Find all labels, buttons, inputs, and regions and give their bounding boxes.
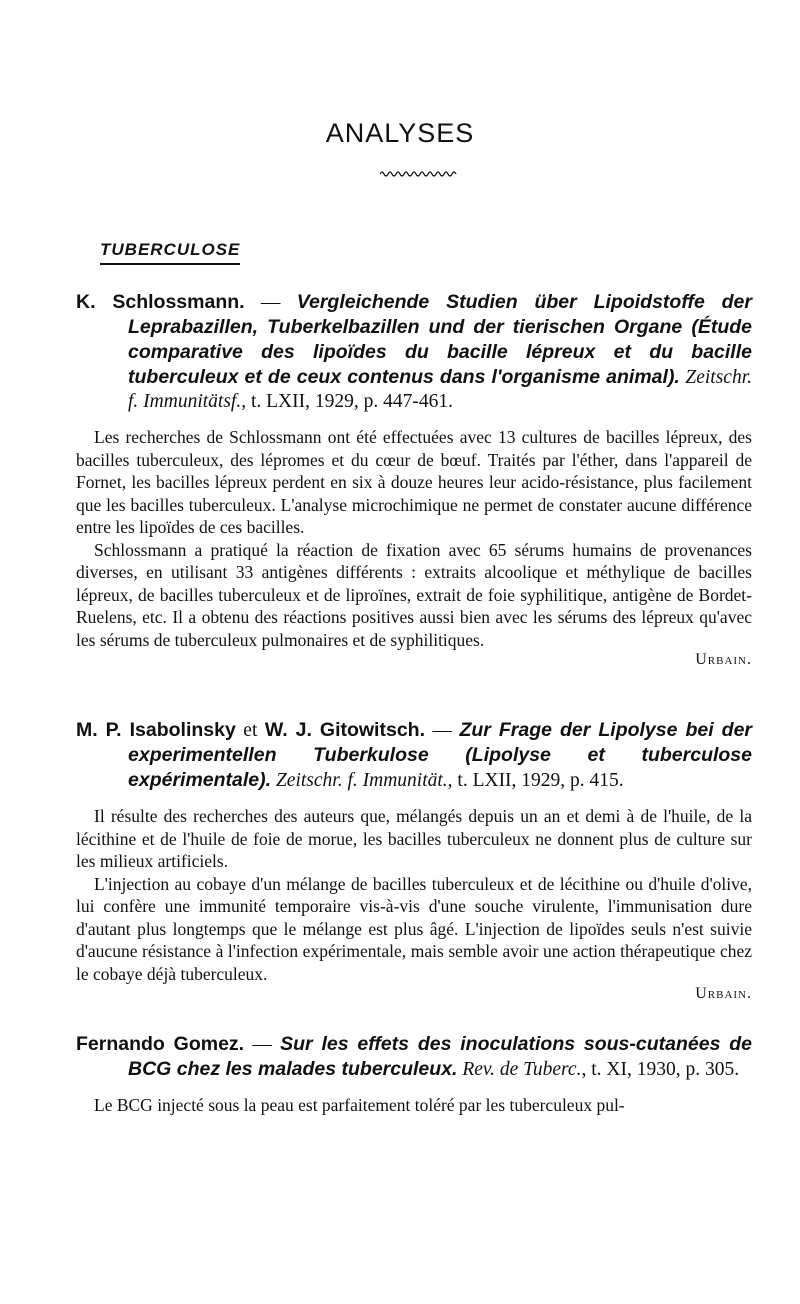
heading-dash: —: [244, 1034, 281, 1055]
entry-paragraph: Il résulte des recherches des auteurs que, mélangés depuis un an et demi à de l'huile, de la lécithine et de l'huile de foie de morue, les bacilles tuberculeux ne donnent plus de culture sur les milieux artificiels.: [76, 806, 752, 871]
entry-body: [76, 805, 752, 1006]
entry-title: Vergleichende Studien über Lipoidstoffe der Leprabazillen, Tuberkelbazillen und der tierischen Organe (Étude comparative des lipoïdes du bacille lépreux et du bacille tuberculeux et de ceux contenus dans l'organisme animal).: [128, 291, 752, 388]
section-heading: TUBERCULOSE: [100, 240, 240, 265]
entry-heading: [76, 290, 752, 414]
entry-author-2: W. J. Gitowitsch.: [264, 719, 425, 741]
page-title: ANALYSES: [325, 118, 475, 148]
analysis-entry: [76, 718, 752, 1006]
entry-journal: Zeitschr. f. Immunität.: [275, 770, 448, 791]
entry-author: M. P. Isabolinsky: [76, 719, 236, 741]
entry-body: [76, 1094, 752, 1117]
entry-author: Fernando Gomez.: [76, 1033, 245, 1055]
entry-journal: Rev. de Tuberc.: [462, 1059, 582, 1080]
heading-dash: —: [425, 720, 460, 741]
entry-paragraph: Le BCG injecté sous la peau est parfaitement toléré par les tuberculeux pul-: [94, 1095, 625, 1115]
entry-title: Zur Frage der Lipolyse bei der experimentellen Tuberkulose (Lipolyse et tuberculose expérimentale).: [128, 719, 753, 791]
reviewer-signature: Urbain.: [695, 651, 752, 668]
entry-journal: Zeitschr. f. Immunitätsf.: [128, 367, 752, 412]
entry-citation: , t. XI, 1930, p. 305.: [581, 1059, 740, 1080]
heading-dash: —: [244, 292, 297, 313]
entry-citation: , t. LXII, 1929, p. 447-461.: [241, 391, 453, 412]
entry-title: Sur les effets des inoculations sous-cutanées de BCG chez les malades tuberculeux.: [128, 1033, 753, 1080]
analysis-entry: [76, 290, 752, 672]
decorative-wavy-rule: [380, 170, 460, 178]
reviewer-signature: Urbain.: [695, 985, 752, 1002]
analysis-entry: [76, 1032, 752, 1117]
author-join: et: [235, 720, 265, 741]
entry-body: [76, 426, 752, 672]
entry-heading: [76, 718, 752, 793]
entry-paragraph: Schlossmann a pratiqué la réaction de fixation avec 65 sérums humains de provenances diverses, en utilisant 33 antigènes différents : extraits alcoolique et méthylique de bacilles lépreux, de bacilles tuberculeux et de liproïnes, extrait de foie syphilitique, antigène de Bordet-Ruelens, etc. Il a obtenu des réactions positives aussi bien avec les sérums des lépreux qu'avec les sérums de tuberculeux pulmonaires et de syphilitiques.: [76, 539, 752, 650]
entry-citation: , t. LXII, 1929, p. 415.: [447, 770, 624, 791]
entry-heading: [76, 1032, 752, 1082]
entry-paragraph: Les recherches de Schlossmann ont été effectuées avec 13 cultures de bacilles lépreux, des bacilles tuberculeux, des lépromes et du cœur de bœuf. Traités par l'éther, dans l'appareil de Fornet, les bacilles lépreux perdent en six à douze heures leur acido-résistance, plus facilement que les bacilles tuberculeux. L'analyse microchimique ne permet de constater aucune différence entre les lipoïdes de ces bacilles.: [76, 427, 752, 537]
entry-author: K. Schlossmann.: [76, 291, 245, 313]
entry-paragraph: L'injection au cobaye d'un mélange de bacilles tuberculeux et de lécithine ou d'huile d'olive, lui confère une immunité temporaire vis-à-vis d'une souche virulente, l'immunisation dure d'autant plus longtemps que le mélange est plus âgé. L'injection de lipoïdes seuls n'est suivie d'aucune résistance à l'infection expérimentale, mais semble avoir une action thérapeutique chez le cobaye déjà tuberculeux.: [76, 873, 752, 984]
